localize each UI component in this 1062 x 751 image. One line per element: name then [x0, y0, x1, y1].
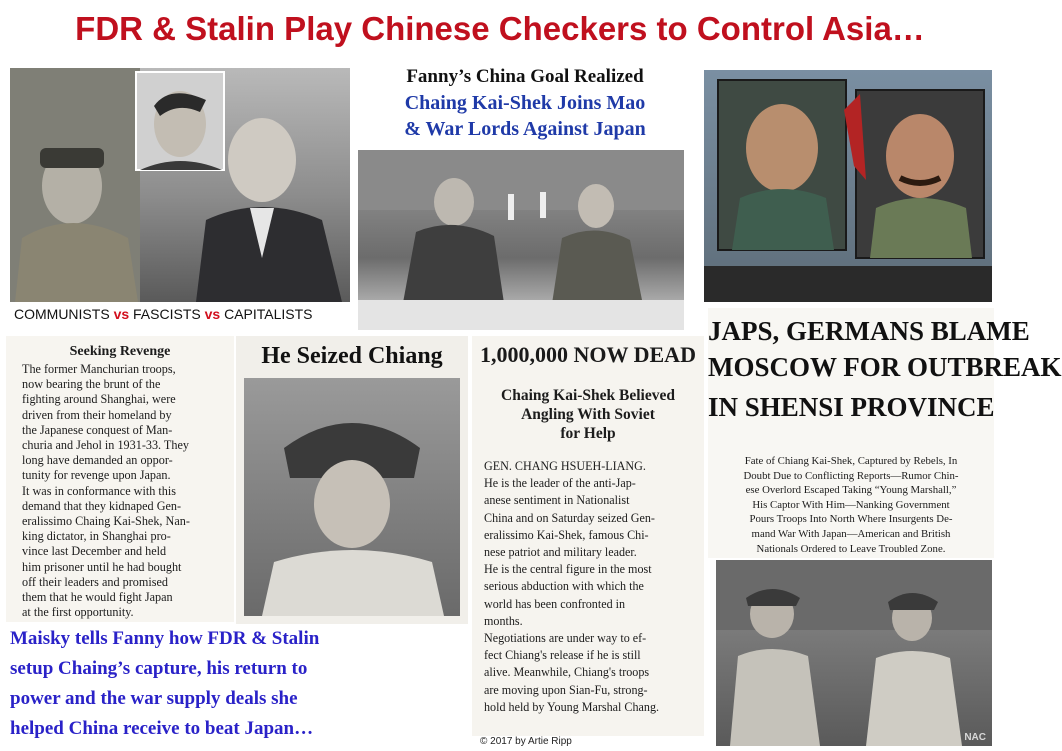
- clipping-text-line: nese patriot and military leader.: [484, 545, 637, 560]
- clipping-seeking-revenge: [6, 336, 234, 622]
- clipping-text-line: fect Chiang's release if he is still: [484, 648, 641, 663]
- clipping-text-line: fighting around Shanghai, were: [22, 392, 176, 407]
- bottom-text-line: setup Chaing’s capture, his return to: [10, 658, 308, 679]
- clipping-text-line: He is the central figure in the most: [484, 562, 652, 577]
- nac-watermark: NAC: [964, 732, 986, 743]
- caption-vs-2: vs: [204, 306, 221, 322]
- young-marshal-illustration: [244, 378, 460, 616]
- clipping-text-line: eralissimo Kai-Shek, famous Chi-: [484, 527, 649, 542]
- copyright-notice: © 2017 by Artie Ripp: [480, 736, 572, 747]
- clipping-text-line: alive. Meanwhile, Chiang's troops: [484, 665, 650, 680]
- bottom-text-line: helped China receive to beat Japan…: [10, 718, 314, 739]
- page-title: FDR & Stalin Play Chinese Checkers to Control Asia…: [75, 10, 925, 47]
- clipping-text-line: world has been confronted in: [484, 596, 626, 611]
- young-marshal-photo: [244, 378, 460, 616]
- caption-fascists: FASCISTS: [129, 306, 205, 322]
- caption-vs-1: vs: [113, 306, 130, 322]
- clipping-seeking-revenge-heading: Seeking Revenge: [69, 344, 171, 359]
- soldiers-illustration: [716, 560, 992, 746]
- clipping-deck-line: His Captor With Him—Nanking Government: [752, 498, 950, 511]
- clipping-deck-line: mand War With Japan—American and British: [751, 527, 951, 540]
- clipping-text-line: GEN. CHANG HSUEH-LIANG.: [484, 459, 646, 473]
- leaders-photo: [10, 68, 350, 302]
- caption-capitalists: CAPITALISTS: [220, 306, 313, 322]
- clipping-million-dead-body: [484, 458, 698, 716]
- clipping-deck-line: Pours Troops Into North Where Insurgents De-: [749, 513, 953, 526]
- portraits-illustration: [704, 70, 992, 302]
- clipping-text-line: anese sentiment in Nationalist: [484, 493, 630, 508]
- clipping-text-line: China and on Saturday seized Gen-: [484, 510, 655, 525]
- leaders-illustration: [10, 68, 350, 302]
- clipping-text-line: tunity for revenge upon Japan.: [22, 468, 171, 483]
- clipping-text-line: months.: [484, 613, 523, 628]
- clipping-million-dead: [472, 336, 704, 736]
- clipping-japs-germans-deck: [708, 454, 994, 556]
- clipping-text-line: vince last December and held: [22, 544, 167, 559]
- clipping-text-line: It was in conformance with this: [22, 483, 176, 498]
- clipping-million-dead-sub-2: Angling With Soviet: [521, 406, 655, 423]
- clipping-text-line: churia and Jehol in 1931-33. They: [22, 438, 189, 453]
- clipping-he-seized-chiang: [236, 336, 468, 624]
- subtitle-chaing-joins-mao: Chaing Kai-Shek Joins Mao: [404, 92, 646, 114]
- clipping-he-seized-chiang-heading: He Seized Chiang: [261, 343, 443, 369]
- clipping-text-line: king dictator, in Shanghai pro-: [22, 529, 171, 544]
- clipping-text-line: The former Manchurian troops,: [22, 362, 176, 376]
- toast-illustration: [358, 150, 684, 330]
- subtitle-fanny-goal: Fanny’s China Goal Realized: [406, 66, 644, 87]
- clipping-deck-line: Doubt Due to Conflicting Reports—Rumor Chin-: [743, 469, 959, 482]
- toast-photo: [358, 150, 684, 330]
- clipping-text-line: serious abduction with which the: [484, 579, 644, 594]
- clipping-text-line: driven from their homeland by: [22, 407, 172, 422]
- clipping-deck-line: ese Overlord Escaped Taking “Young Marshall,”: [745, 484, 957, 497]
- clipping-text-line: Negotiations are under way to ef-: [484, 631, 647, 646]
- clipping-japs-germans-headline-2: MOSCOW FOR OUTBREAK: [708, 352, 1062, 382]
- caption-communists: COMMUNISTS: [14, 306, 114, 322]
- clipping-text-line: eralissimo Chaing Kai-Shek, Nan-: [22, 514, 190, 529]
- soldiers-photo: [716, 560, 992, 746]
- clipping-text-line: hold held by Young Marshal Chang.: [484, 699, 660, 714]
- clipping-text-line: the Japanese conquest of Man-: [22, 422, 173, 437]
- clipping-million-dead-headline: 1,000,000 NOW DEAD: [480, 342, 696, 367]
- clipping-text-line: at the first opportunity.: [22, 605, 134, 620]
- clipping-text-line: now bearing the brunt of the: [22, 377, 161, 392]
- clipping-text-line: He is the leader of the anti-Jap-: [484, 476, 636, 491]
- clipping-text-line: demand that they kidnaped Gen-: [22, 498, 182, 513]
- clipping-japs-germans-headline-1: JAPS, GERMANS BLAME: [708, 316, 1030, 346]
- clipping-text-line: them that he would fight Japan: [22, 590, 173, 605]
- maisky-bottom-text: [10, 624, 472, 744]
- clipping-million-dead-sub-1: Chaing Kai-Shek Believed: [501, 387, 675, 404]
- clipping-million-dead-sub-3: for Help: [560, 425, 616, 442]
- leaders-caption: [14, 304, 354, 324]
- clipping-text-line: are moving upon Sian-Fu, strong-: [484, 682, 648, 697]
- clipping-text-line: long have demanded an oppor-: [22, 453, 173, 468]
- clipping-japs-germans-blame: [708, 308, 1062, 558]
- bottom-text-line: Maisky tells Fanny how FDR & Stalin: [10, 628, 320, 649]
- mao-stalin-portraits-photo: [704, 70, 992, 302]
- bottom-text-line: power and the war supply deals she: [10, 688, 298, 709]
- clipping-deck-line: Fate of Chiang Kai-Shek, Captured by Rebels, In: [744, 455, 958, 467]
- clipping-deck-line: Nationals Ordered to Leave Troubled Zone.: [756, 542, 946, 555]
- clipping-japs-germans-headline-3: IN SHENSI PROVINCE: [708, 392, 995, 422]
- clipping-text-line: him prisoner until he had bought: [22, 559, 182, 574]
- subtitle-war-lords: & War Lords Against Japan: [404, 118, 646, 140]
- clipping-text-line: off their leaders and promised: [22, 574, 168, 589]
- clipping-seeking-revenge-body: [22, 362, 228, 620]
